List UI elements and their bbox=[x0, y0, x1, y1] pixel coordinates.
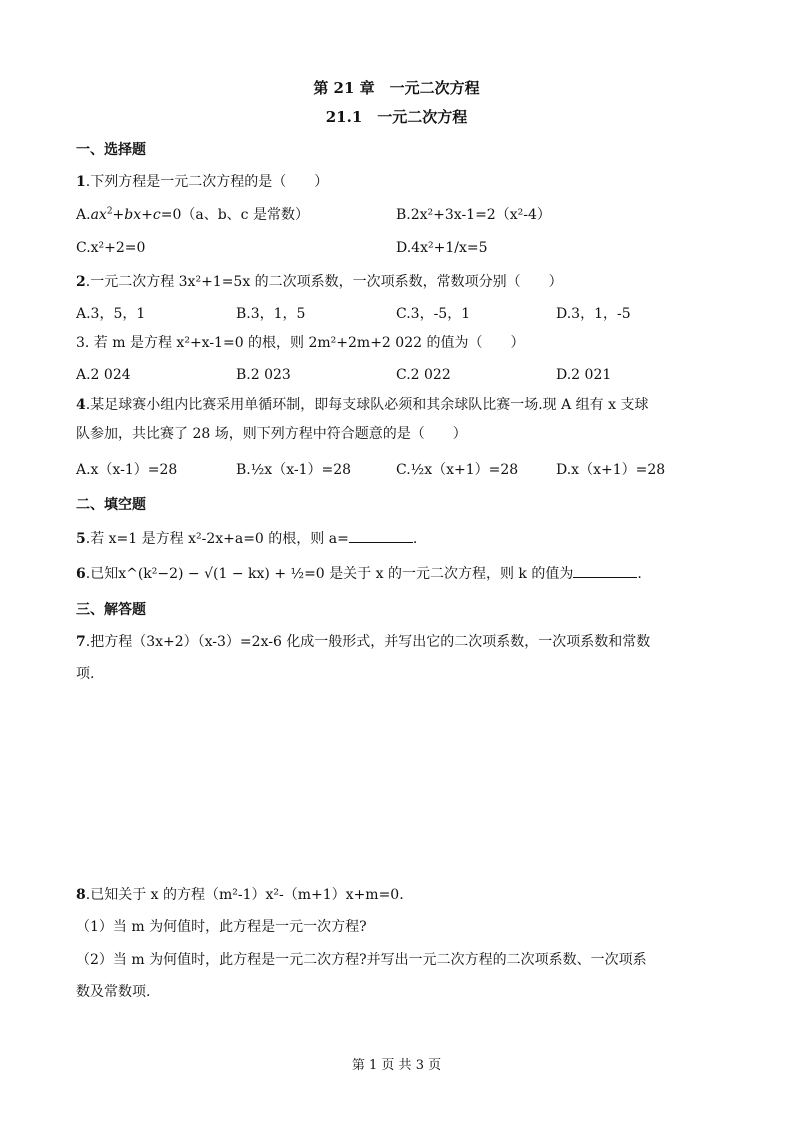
question-3: 3. 若 m 是方程 x²+x-1=0 的根，则 2m²+2m+2 022 的值为（ ） bbox=[76, 335, 525, 351]
q1-option-a: $A.ax^2+bx+c=0(a$、b、c 是常数） bbox=[76, 206, 309, 223]
page-footer: 第 1 页 共 3 页 bbox=[351, 1058, 442, 1073]
q3-option-b: B.2 023 bbox=[236, 367, 291, 383]
question-stem-line1: .某足球赛小组内比赛采用单循环制，即每支球队必须和其余球队比赛一场.现 A 组有 x 支球 bbox=[85, 397, 649, 413]
section-title: 21.1 一元二次方程 bbox=[325, 108, 468, 126]
q2-option-c: C.3，-5，1 bbox=[396, 306, 471, 322]
answer-blank[interactable] bbox=[349, 528, 413, 543]
question-number: 2 bbox=[76, 274, 86, 290]
question-7 bbox=[76, 632, 650, 652]
question-2 bbox=[76, 272, 563, 292]
question-4-line2: 队参加，共比赛了 28 场，则下列方程中符合题意的是（ ） bbox=[76, 426, 467, 442]
question-4 bbox=[76, 395, 648, 415]
question-stem-line1: .把方程（3x+2）（x-3）=2x-6 化成一般形式，并写出它的二次项系数，一次项系数和常数 bbox=[85, 634, 651, 650]
question-8-part2-line2: 数及常数项. bbox=[76, 984, 151, 1000]
q4-option-a: A.x（x-1）=28 bbox=[76, 462, 178, 478]
q1-option-d: D.4x²+1/x=5 bbox=[396, 240, 488, 256]
question-number: 6 bbox=[76, 566, 86, 582]
section-heading-answer: 三、解答题 bbox=[76, 602, 146, 618]
question-7-line2: 项. bbox=[76, 666, 95, 682]
question-8 bbox=[76, 885, 404, 905]
question-stem: .下列方程是一元二次方程的是（ ） bbox=[85, 174, 329, 190]
question-number: 7 bbox=[76, 634, 86, 650]
question-8-part2-line1: （2）当 m 为何值时，此方程是一元二次方程?并写出一元二次方程的二次项系数、一次项系 bbox=[76, 952, 647, 968]
question-number: 5 bbox=[76, 531, 86, 547]
q3-option-c: C.2 022 bbox=[396, 367, 451, 383]
question-number: 1 bbox=[76, 174, 86, 190]
question-8-part1: （1）当 m 为何值时，此方程是一元一次方程? bbox=[76, 919, 367, 935]
q2-option-b: B.3，1，5 bbox=[236, 306, 306, 322]
question-stem: .已知关于 x 的方程（m²-1）x²-（m+1）x+m=0. bbox=[85, 887, 404, 903]
answer-blank[interactable] bbox=[573, 563, 637, 578]
q1-option-c: C.x²+2=0 bbox=[76, 240, 146, 256]
q1-option-b: B.2x²+3x-1=2（x²-4） bbox=[396, 207, 551, 223]
q3-option-d: D.2 021 bbox=[556, 367, 612, 383]
q4-option-b: B.½x（x-1）=28 bbox=[236, 462, 352, 478]
q2-option-d: D.3，1，-5 bbox=[556, 306, 631, 322]
q4-option-c: C.½x（x+1）=28 bbox=[396, 462, 519, 478]
question-6: 6.已知x^(k²−2) − √(1 − kx) + ½=0 是关于 x 的一元二次方程，则 k 的值为 . bbox=[76, 563, 642, 584]
question-stem: .若 x=1 是方程 x²-2x+a=0 的根，则 a= bbox=[85, 531, 349, 547]
section-heading-choice: 一、选择题 bbox=[76, 142, 146, 158]
question-number: 4 bbox=[76, 397, 86, 413]
q2-option-a: A.3，5，1 bbox=[76, 306, 146, 322]
question-number: 8 bbox=[76, 887, 86, 903]
q3-option-a: A.2 024 bbox=[76, 367, 131, 383]
question-stem: .一元二次方程 3x²+1=5x 的二次项系数，一次项系数，常数项分别（ ） bbox=[85, 274, 563, 290]
question-1 bbox=[76, 172, 328, 192]
question-5: 5.若 x=1 是方程 x²-2x+a=0 的根，则 a= . bbox=[76, 528, 417, 549]
section-heading-fill: 二、填空题 bbox=[76, 497, 146, 513]
q4-option-d: D.x（x+1）=28 bbox=[556, 462, 666, 478]
question-stem: .已知x^(k²−2) − √(1 − kx) + ½=0 是关于 x 的一元二次方程，则 k 的值为 bbox=[85, 566, 574, 582]
chapter-title: 第 21 章 一元二次方程 bbox=[313, 79, 480, 97]
